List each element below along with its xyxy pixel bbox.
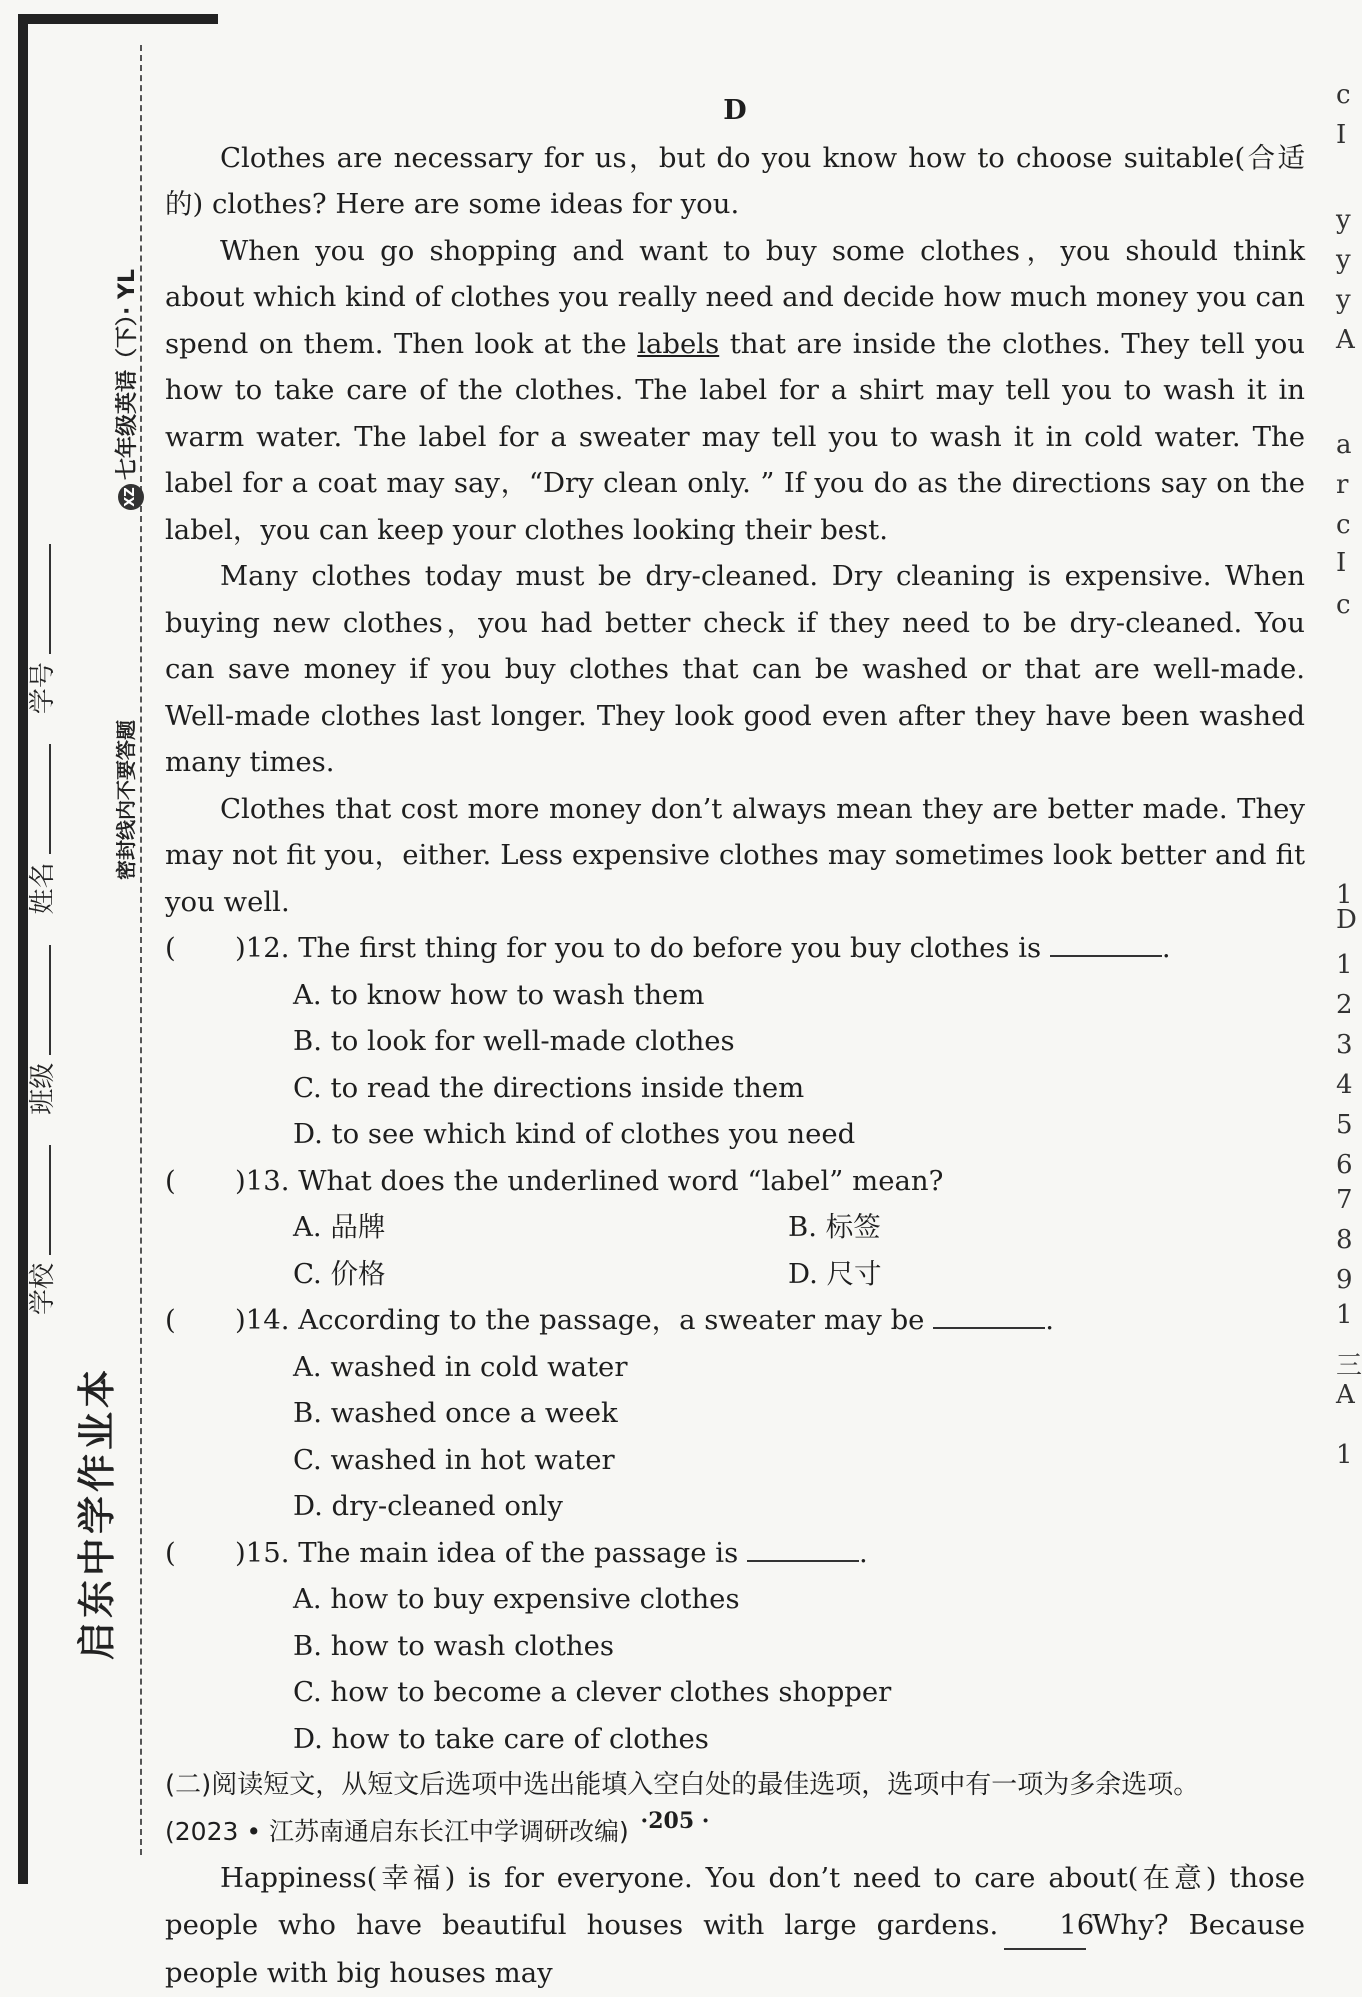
adjacent-page-char: c [1336, 510, 1351, 540]
adjacent-page-char: r [1336, 470, 1349, 500]
option-b: B. to look for well-made clothes [293, 1025, 735, 1057]
field-class-line[interactable] [49, 945, 51, 1055]
adjacent-page-char: 1 [1336, 1440, 1353, 1470]
field-name-line[interactable] [49, 744, 51, 854]
field-class-label: 班级 [28, 1062, 58, 1115]
option-d: D. 尺寸 [788, 1257, 882, 1290]
field-school-line[interactable] [49, 1145, 51, 1255]
question-15: ( )15. The main idea of the passage is . [165, 1530, 1305, 1577]
adjacent-page-char: I [1336, 120, 1347, 150]
question-stem: )14. According to the passage，a sweater may be [235, 1304, 925, 1336]
passage-paragraph-4: Clothes that cost more money don’t always mean they are better made. They may not fit you，either. Less expensive clothes may sometimes look better and fit you well. [165, 792, 1305, 918]
field-number-line[interactable] [49, 544, 51, 654]
adjacent-page-char: D [1336, 905, 1357, 935]
question-stem: )15. The main idea of the passage is [235, 1536, 739, 1569]
passage-paragraph-1: Clothes are necessary for us，but do you know how to choose suitable(合适的) clothes? Here are some ideas for you. [165, 141, 1305, 220]
adjacent-page-char: y [1336, 285, 1351, 315]
paragraph-2-start: When you go shopping and want to buy some clothes，you should think about which kind of clothes you really need and decide how much money you can spend on them. Then look at the [165, 234, 1305, 360]
answer-bracket[interactable]: ( [165, 1164, 176, 1197]
question-12: ( )12. The first thing for you to do before you buy clothes is . [165, 925, 1305, 972]
options-grid [293, 1204, 1305, 1297]
adjacent-page-char: 1 [1336, 1300, 1353, 1330]
adjacent-page-char: a [1336, 430, 1352, 460]
option-c: C. washed in hot water [293, 1443, 615, 1476]
section-2-instruction: (二)阅读短文，从短文后选项中选出能填入空白处的最佳选项，选项中有一项为多余选项。 [165, 1770, 1200, 1800]
adjacent-page-edge [1330, 0, 1362, 1899]
adjacent-page-char: 4 [1336, 1070, 1353, 1100]
passage-paragraph-3: Many clothes today must be dry-cleaned. Dry cleaning is expensive. When buying new clothes，you had better check if they need to be dry-cleaned. You can save money if you buy clothes that can be washed or that are well-made. Well-made clothes last longer. They look good even after they have been washed many times. [165, 560, 1305, 778]
option-a: A. to know how to wash them [293, 978, 705, 1011]
paragraph-2-rest: that are inside the clothes. They tell you how to take care of the clothes. The label for a shirt may tell you to wash it in warm water. The label for a sweater may tell you to wash it in cold water. The label for a coat may say，“Dry clean only. ” If you do as the directions say on the label，you can keep your clothes looking their best. [165, 327, 1305, 546]
adjacent-page-char: 7 [1336, 1185, 1353, 1215]
adjacent-page-char: c [1336, 80, 1351, 110]
series-badge-icon: XZ [118, 484, 144, 510]
option-d: D. to see which kind of clothes you need [293, 1118, 856, 1150]
adjacent-page-char: 8 [1336, 1225, 1353, 1255]
section-2-text-start: Happiness(幸福) is for everyone. You don’t need to care about(在意) those people who have beautiful houses with large gardens. [165, 1862, 1305, 1941]
adjacent-page-char: 1 [1336, 880, 1353, 910]
series-text: 七年级英语（下）· YL [115, 269, 140, 480]
option-b: B. 标签 [788, 1211, 881, 1243]
option-a: A. washed in cold water [293, 1350, 628, 1383]
adjacent-page-char: 1 [1336, 950, 1353, 980]
answer-blank[interactable] [747, 1534, 859, 1562]
adjacent-page-char: y [1336, 205, 1351, 235]
page-frame-top [18, 14, 218, 24]
question-14: ( )14. According to the passage，a sweater may be . [165, 1297, 1305, 1344]
option-b: B. how to wash clothes [293, 1629, 614, 1662]
underlined-word-labels: labels [637, 327, 720, 360]
adjacent-page-char: A [1336, 325, 1355, 355]
adjacent-page-char: 9 [1336, 1265, 1353, 1295]
adjacent-page-char: A [1336, 1380, 1355, 1410]
option-a: A. how to buy expensive clothes [293, 1583, 740, 1615]
field-number-label: 学号 [28, 662, 58, 715]
option-c: C. how to become a clever clothes shopper [293, 1676, 892, 1708]
answer-blank[interactable] [1050, 929, 1162, 957]
option-d: D. dry-cleaned only [293, 1490, 563, 1522]
section-2-source: (2023 • 江苏南通启东长江中学调研改编) [165, 1816, 629, 1846]
field-school-label: 学校 [28, 1262, 58, 1315]
option-d: D. how to take care of clothes [293, 1722, 709, 1755]
passage-paragraph-2 [165, 228, 1305, 554]
option-c: C. to read the directions inside them [293, 1071, 805, 1104]
adjacent-page-char: 5 [1336, 1110, 1353, 1140]
answer-blank[interactable] [933, 1301, 1045, 1329]
section-2-text-end: Why? Because people with big houses may [165, 1908, 1305, 1989]
field-name-label: 姓名 [28, 862, 58, 915]
seal-line-note: 密封线内不要答题 [114, 720, 138, 880]
adjacent-page-char: 3 [1336, 1030, 1353, 1060]
adjacent-page-char: I [1336, 548, 1347, 578]
adjacent-page-char: 6 [1336, 1150, 1353, 1180]
question-13 [165, 1158, 1305, 1205]
answer-bracket[interactable]: ( [165, 932, 176, 964]
adjacent-page-char: y [1336, 245, 1351, 275]
adjacent-page-char: c [1336, 590, 1351, 620]
question-stem: )12. The first thing for you to do before you buy clothes is [235, 932, 1042, 964]
adjacent-page-char: 三 [1336, 1351, 1362, 1381]
option-b: B. washed once a week [293, 1397, 618, 1429]
student-info-fields [22, 522, 59, 1315]
passage-heading: D [723, 95, 747, 126]
adjacent-page-char: 2 [1336, 990, 1353, 1020]
section-2-paragraph [165, 1855, 1305, 1997]
option-c: C. 价格 [293, 1257, 386, 1290]
blank-16[interactable]: 16 [1004, 1902, 1086, 1951]
page-content [165, 88, 1305, 1997]
option-a: A. 品牌 [293, 1211, 386, 1243]
question-stem: )13. What does the underlined word “label” mean? [235, 1164, 944, 1197]
series-label [110, 269, 144, 510]
answer-bracket[interactable]: ( [165, 1536, 176, 1569]
school-title: 启东中学作业本 [75, 1365, 119, 1660]
answer-bracket[interactable]: ( [165, 1304, 176, 1336]
page-number: ·205 · [640, 1808, 710, 1834]
binding-margin [22, 60, 140, 1660]
